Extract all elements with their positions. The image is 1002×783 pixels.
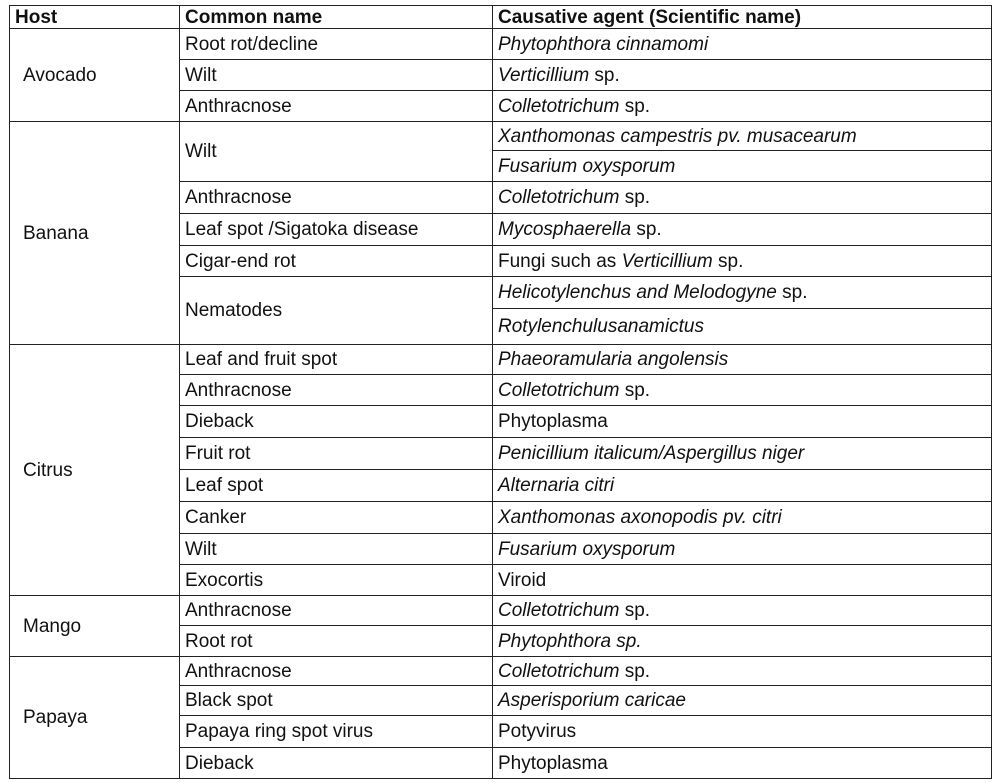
agent-cell: Phytophthora cinnamomi	[493, 29, 992, 60]
agent-cell: Phytophthora sp.	[493, 626, 992, 657]
common-name-cell: Anthracnose	[180, 375, 493, 406]
host-disease-table	[9, 5, 992, 779]
common-name-cell: Wilt	[180, 60, 493, 91]
host-cell: Banana	[10, 122, 180, 345]
agent-cell: Colletotrichum sp.	[493, 596, 992, 626]
host-cell: Papaya	[10, 657, 180, 779]
table-row	[10, 657, 992, 686]
agent-cell: Phytoplasma	[493, 406, 992, 438]
table-row	[10, 29, 992, 60]
agent-cell: Asperisporium caricae	[493, 686, 992, 716]
table-header-row	[10, 6, 992, 29]
common-name-cell: Anthracnose	[180, 596, 493, 626]
agent-cell: Potyvirus	[493, 716, 992, 748]
common-name-cell: Leaf and fruit spot	[180, 345, 493, 375]
host-cell: Mango	[10, 596, 180, 657]
common-name-cell: Nematodes	[180, 277, 493, 345]
header-common-name: Common name	[180, 6, 493, 29]
common-name-cell: Leaf spot	[180, 470, 493, 502]
agent-cell: Fungi such as Verticillium sp.	[493, 246, 992, 277]
common-name-cell: Root rot	[180, 626, 493, 657]
agent-cell: Alternaria citri	[493, 470, 992, 502]
agent-cell: Phaeoramularia angolensis	[493, 345, 992, 375]
common-name-cell: Anthracnose	[180, 182, 493, 214]
common-name-cell: Wilt	[180, 122, 493, 182]
agent-cell: Colletotrichum sp.	[493, 657, 992, 686]
agent-cell: Colletotrichum sp.	[493, 375, 992, 406]
common-name-cell: Dieback	[180, 748, 493, 779]
agent-cell: Viroid	[493, 565, 992, 596]
host-cell: Citrus	[10, 345, 180, 596]
agent-cell: Penicillium italicum/Aspergillus niger	[493, 438, 992, 470]
common-name-cell: Canker	[180, 502, 493, 534]
agent-cell: Verticillium sp.	[493, 60, 992, 91]
common-name-cell: Black spot	[180, 686, 493, 716]
agent-cell: Colletotrichum sp.	[493, 91, 992, 122]
agent-cell: Phytoplasma	[493, 748, 992, 779]
agent-cell: Xanthomonas campestris pv. musacearum	[493, 122, 992, 151]
common-name-cell: Fruit rot	[180, 438, 493, 470]
agent-cell: Fusarium oxysporum	[493, 151, 992, 182]
disease-table-container	[9, 5, 992, 779]
agent-cell: Helicotylenchus and Melodogyne sp.	[493, 277, 992, 309]
common-name-cell: Anthracnose	[180, 657, 493, 686]
agent-cell: Rotylenchulusanamictus	[493, 309, 992, 345]
common-name-cell: Dieback	[180, 406, 493, 438]
table-row	[10, 596, 992, 626]
host-cell: Avocado	[10, 29, 180, 122]
header-host: Host	[10, 6, 180, 29]
common-name-cell: Root rot/decline	[180, 29, 493, 60]
agent-cell: Mycosphaerella sp.	[493, 214, 992, 246]
common-name-cell: Anthracnose	[180, 91, 493, 122]
header-causative-agent: Causative agent (Scientific name)	[493, 6, 992, 29]
agent-cell: Xanthomonas axonopodis pv. citri	[493, 502, 992, 534]
agent-cell: Colletotrichum sp.	[493, 182, 992, 214]
agent-cell: Fusarium oxysporum	[493, 534, 992, 565]
common-name-cell: Cigar-end rot	[180, 246, 493, 277]
common-name-cell: Leaf spot /Sigatoka disease	[180, 214, 493, 246]
common-name-cell: Papaya ring spot virus	[180, 716, 493, 748]
table-row	[10, 345, 992, 375]
common-name-cell: Exocortis	[180, 565, 493, 596]
table-row	[10, 122, 992, 151]
common-name-cell: Wilt	[180, 534, 493, 565]
